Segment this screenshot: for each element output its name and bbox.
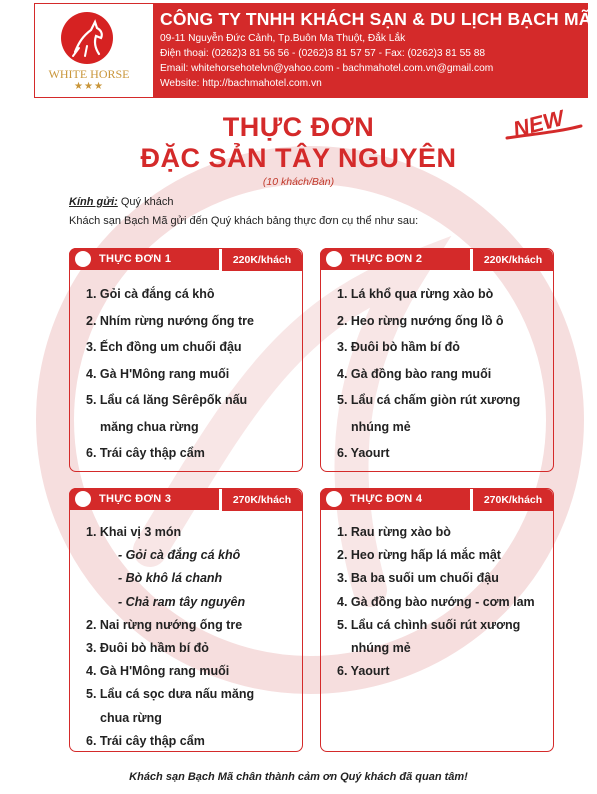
menu-card-header [69, 248, 219, 270]
dish-item-continued: nhúng mẻ [351, 641, 411, 656]
menu-card-title: THỰC ĐƠN 2 [350, 253, 423, 265]
dish-list [337, 281, 545, 467]
dish-item: 1. Lá khổ qua rừng xào bò [337, 287, 494, 301]
dish-item: 2. Heo rừng hấp lá mắc mật [337, 548, 501, 563]
menu-card-4 [320, 488, 554, 752]
dish-item: 6. Trái cây thập cẩm [86, 446, 205, 460]
menu-card-header [320, 488, 470, 510]
dish-item: 3. Đuôi bò hầm bí đỏ [337, 340, 460, 354]
dish-item: 6. Yaourt [337, 446, 390, 460]
dish-item: 5. Lẩu cá sọc dưa nấu măng [86, 687, 255, 702]
new-badge-text: NEW [510, 105, 567, 142]
greeting-label: Kính gửi: [69, 196, 118, 208]
dish-item: 5. Lẩu cá chấm giòn rút xương [337, 393, 521, 407]
thank-you-footer: Khách sạn Bạch Mã chân thành cảm ơn Quý khách đã quan tâm! [129, 771, 468, 783]
dish-item: 4. Gà H'Mông rang muối [86, 366, 230, 381]
menu-card-price: 220K/khách [473, 249, 553, 271]
menu-card-header [320, 248, 470, 270]
logo [35, 4, 143, 97]
dish-item: 4. Gà đồng bào rang muối [337, 366, 492, 381]
horse-icon [326, 491, 342, 507]
dish-item: 2. Nhím rừng nướng ống tre [86, 313, 254, 328]
dish-list [86, 521, 294, 753]
dish-subitem: - Gỏi cà đắng cá khô [118, 548, 241, 563]
company-name: CÔNG TY TNHH KHÁCH SẠN & DU LỊCH BẠCH MÃ [160, 9, 592, 29]
greeting-value: Quý khách [117, 196, 174, 208]
horse-icon [326, 251, 342, 267]
logo-stars: ★★★ [74, 81, 104, 92]
dish-item-continued: nhúng mẻ [351, 419, 411, 434]
dish-item: 3. Đuôi bò hầm bí đỏ [86, 641, 209, 656]
company-email: Email: whitehorsehotelvn@yahoo.com - bachmahotel.com.vn@gmail.com [160, 63, 494, 74]
dish-item: 3. Ba ba suối um chuối đậu [337, 571, 499, 586]
dish-item: 2. Heo rừng nướng ống lồ ô [337, 313, 504, 328]
logo-name: WHITE HORSE [48, 67, 130, 81]
company-phone: Điện thoại: (0262)3 81 56 56 - (0262)3 81 57 57 - Fax: (0262)3 81 55 88 [160, 48, 486, 59]
menu-title: THỰC ĐƠN [222, 112, 375, 142]
intro-text: Khách sạn Bạch Mã gửi đến Quý khách bảng thực đơn cụ thể như sau: [69, 215, 419, 227]
dish-list [337, 521, 545, 683]
horse-icon [75, 491, 91, 507]
dish-list [86, 281, 294, 467]
menu-card-price: 220K/khách [222, 249, 302, 271]
dish-item: 1. Rau rừng xào bò [337, 525, 451, 539]
greeting [69, 196, 173, 208]
dish-item: 2. Nai rừng nướng ống tre [86, 617, 243, 632]
dish-item: 1. Gỏi cà đắng cá khô [86, 287, 215, 301]
menu-card-2 [320, 248, 554, 472]
dish-item: 5. Lẩu cá chình suối rút xương [337, 617, 521, 632]
dish-item-continued: măng chua rừng [100, 419, 199, 434]
menu-card-header [69, 488, 219, 510]
dish-item: 4. Gà đồng bào nướng - cơm lam [337, 594, 535, 609]
dish-item: 4. Gà H'Mông rang muối [86, 664, 230, 679]
dish-item: 6. Trái cây thập cẩm [86, 733, 205, 748]
menu-card-title: THỰC ĐƠN 4 [350, 493, 423, 505]
dish-subitem: - Bò khô lá chanh [118, 571, 223, 586]
company-header [34, 3, 592, 98]
dish-item: 6. Yaourt [337, 664, 390, 679]
horse-logo-icon [61, 12, 113, 64]
dish-item: 1. Khai vị 3 món [86, 525, 182, 539]
menu-card-title: THỰC ĐƠN 1 [99, 253, 172, 265]
menu-card-price: 270K/khách [222, 489, 302, 511]
horse-icon [75, 251, 91, 267]
company-address: 09-11 Nguyễn Đức Cảnh, Tp.Buôn Ma Thuột, Đắk Lắk [160, 33, 406, 44]
dish-item: 3. Ếch đồng um chuối đậu [86, 340, 242, 354]
menu-card-price: 270K/khách [473, 489, 553, 511]
menu-card-title: THỰC ĐƠN 3 [99, 493, 172, 505]
dish-item-continued: chua rừng [100, 710, 162, 725]
menu-card-3 [69, 488, 303, 752]
dish-item: 5. Lẩu cá lăng Sêrêpốk nấu [86, 393, 248, 407]
menu-title-subject: ĐẶC SẢN TÂY NGUYÊN [140, 143, 457, 173]
dish-subitem: - Chả ram tây nguyên [118, 594, 246, 609]
company-website: Website: http://bachmahotel.com.vn [160, 78, 322, 89]
menu-subtitle: (10 khách/Bàn) [262, 176, 335, 188]
menu-card-1 [69, 248, 303, 472]
company-info [153, 4, 592, 97]
